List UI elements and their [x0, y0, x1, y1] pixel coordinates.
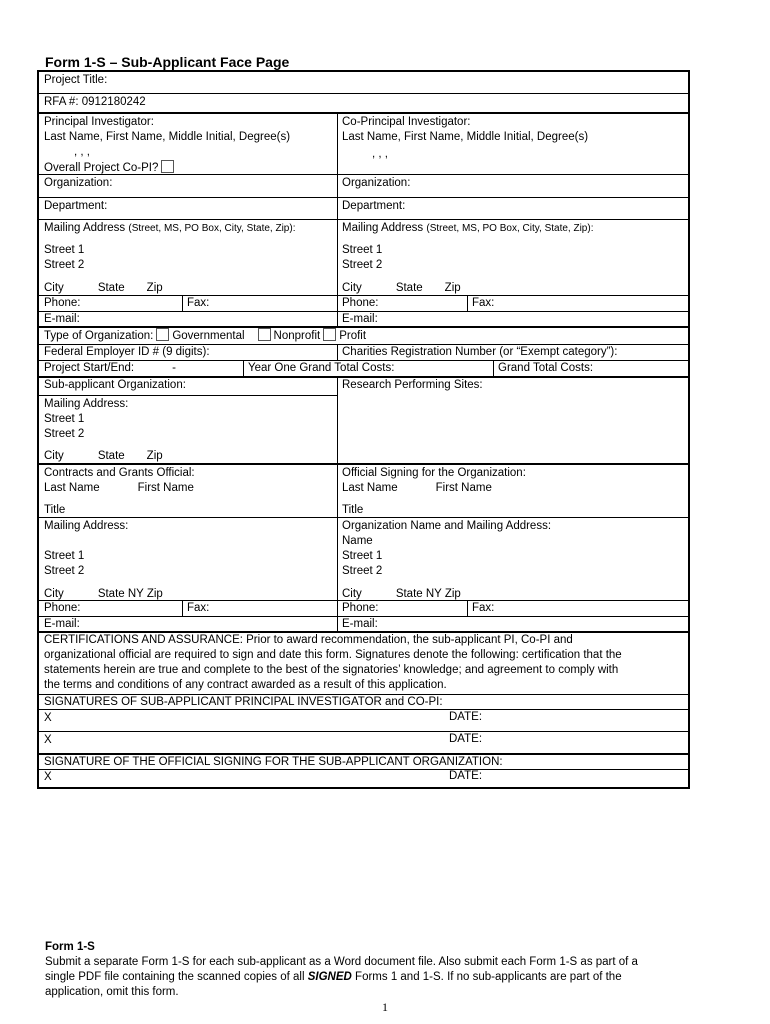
mailing-label: Mailing Address — [44, 222, 126, 234]
street2-label: Street 2 — [342, 565, 383, 577]
year-one-costs-field[interactable] — [243, 361, 493, 376]
city-label: City — [342, 282, 362, 294]
fax-label: Fax: — [187, 602, 210, 614]
copi-fax-field[interactable] — [467, 296, 688, 311]
city-label: City — [44, 450, 64, 462]
pi-name-value: , , , — [74, 146, 90, 158]
pi-fax-field[interactable] — [182, 296, 337, 311]
official-phone-field[interactable] — [39, 601, 182, 616]
footer-instructions — [45, 940, 705, 1000]
email-label: E-mail: — [44, 313, 80, 325]
street2-label: Street 2 — [44, 428, 85, 440]
mailing-hint: (Street, MS, PO Box, City, State, Zip): — [426, 223, 594, 234]
copi-phone-field[interactable] — [337, 296, 467, 311]
pi-name-format: Last Name, First Name, Middle Initial, Degree(s) — [44, 131, 291, 143]
footer-heading: Form 1-S — [45, 941, 95, 953]
phone-label: Phone: — [44, 297, 81, 309]
page-number: 1 — [382, 1000, 388, 1014]
org-type-option-nonprofit: Nonprofit — [273, 330, 321, 342]
face-page-form — [37, 70, 690, 789]
project-title-row[interactable] — [39, 72, 688, 94]
sub-org-row — [39, 378, 688, 465]
fax-label: Fax: — [187, 297, 210, 309]
title-label: Title — [342, 504, 364, 516]
copi-date-label: DATE: — [449, 733, 483, 745]
state-label: State — [97, 450, 125, 462]
officials-row — [39, 465, 688, 518]
mailing-hint: (Street, MS, PO Box, City, State, Zip): — [128, 223, 296, 234]
sig-pi-header-row — [39, 695, 688, 710]
pi-mailing-field[interactable] — [39, 220, 337, 295]
street1-label: Street 1 — [44, 244, 85, 256]
signing-official-label: Official Signing for the Organization: — [342, 467, 526, 479]
sig-pi-header: SIGNATURES OF SUB-APPLICANT PRINCIPAL INVESTIGATOR and CO-PI: — [44, 696, 443, 708]
sub-org-label: Sub-applicant Organization: — [44, 379, 186, 391]
sub-org-mailing-field[interactable] — [39, 396, 337, 463]
fax-label: Fax: — [472, 297, 495, 309]
zip-label: Zip — [444, 588, 461, 600]
mailing-row — [39, 220, 688, 296]
grand-total-label: Grand Total Costs: — [498, 362, 594, 374]
signing-official-fax-field[interactable] — [467, 601, 688, 616]
official-signature-row[interactable] — [39, 770, 688, 789]
signing-official-email-field[interactable] — [337, 617, 688, 631]
copi-cell[interactable] — [337, 114, 688, 174]
governmental-checkbox[interactable] — [156, 328, 169, 341]
copi-label: Co-Principal Investigator: — [342, 116, 471, 128]
sig-official-header: SIGNATURE OF THE OFFICIAL SIGNING FOR THE SUB-APPLICANT ORGANIZATION: — [44, 756, 503, 768]
street2-label: Street 2 — [44, 259, 85, 271]
sub-org-field[interactable] — [39, 378, 337, 396]
footer-line2c: Forms 1 and 1-S. If no sub-applicants are part of the — [351, 971, 622, 983]
year-one-label: Year One Grand Total Costs: — [248, 362, 395, 374]
certifications-row — [39, 633, 688, 695]
fein-field[interactable] — [39, 345, 337, 360]
footer-signed: SIGNED — [307, 971, 352, 983]
contracts-official-field[interactable] — [39, 465, 337, 517]
signing-official-phone-field[interactable] — [337, 601, 467, 616]
form-title: Form 1-S – Sub-Applicant Face Page — [45, 54, 290, 70]
zip-label: Zip — [146, 282, 163, 294]
zip-label: Zip — [444, 282, 461, 294]
project-start-end-label: Project Start/End: — [44, 362, 135, 374]
email-row — [39, 312, 688, 328]
profit-checkbox[interactable] — [323, 328, 336, 341]
pi-date-label: DATE: — [449, 711, 483, 723]
official-email-row — [39, 617, 688, 633]
mailing-address-label: Mailing Address: — [44, 520, 129, 532]
pi-phone-field[interactable] — [39, 296, 182, 311]
signing-official-field[interactable] — [337, 465, 688, 517]
name-label: Name — [342, 535, 373, 547]
fein-label: Federal Employer ID # (9 digits): — [44, 346, 210, 358]
copi-name-format: Last Name, First Name, Middle Initial, Degree(s) — [342, 131, 589, 143]
mailing-label: Mailing Address — [342, 222, 424, 234]
rfa-number: RFA #: 0912180242 — [44, 96, 146, 108]
street1-label: Street 1 — [342, 550, 383, 562]
street1-label: Street 1 — [342, 244, 383, 256]
department-label: Department: — [44, 200, 108, 212]
project-start-end-field[interactable] — [39, 361, 243, 376]
org-name-mailing-label: Organization Name and Mailing Address: — [342, 520, 552, 532]
footer-line3: application, omit this form. — [45, 986, 179, 998]
org-type-option-governmental: Governmental — [172, 330, 245, 342]
pi-organization-field[interactable] — [39, 175, 337, 197]
department-row — [39, 198, 688, 220]
certifications-line: the terms and conditions of any contract awarded as a result of this application. — [44, 679, 447, 691]
org-type-label: Type of Organization: — [44, 330, 154, 342]
pi-signature-row[interactable] — [39, 710, 688, 732]
street1-label: Street 1 — [44, 413, 85, 425]
copi-question: Overall Project Co-PI? — [44, 162, 159, 174]
state-label: State — [97, 282, 125, 294]
sig-official-header-row — [39, 755, 688, 770]
signing-official-mailing-field[interactable] — [337, 518, 688, 600]
street2-label: Street 2 — [342, 259, 383, 271]
research-sites-label: Research Performing Sites: — [342, 379, 483, 391]
grand-total-field[interactable] — [493, 361, 688, 376]
pi-label: Principal Investigator: — [44, 116, 154, 128]
footer-line1: Submit a separate Form 1-S for each sub-applicant as a Word document file. Also submit each Form 1-S as part of a — [45, 956, 638, 968]
organization-row — [39, 175, 688, 198]
official-fax-field[interactable] — [182, 601, 337, 616]
email-label: E-mail: — [342, 618, 378, 630]
rfa-row — [39, 94, 688, 114]
zip-label: Zip — [146, 588, 163, 600]
department-label: Department: — [342, 200, 406, 212]
city-label: City — [44, 588, 64, 600]
certifications-line: CERTIFICATIONS AND ASSURANCE: Prior to award recommendation, the sub-applicant PI, Co-PI and — [44, 634, 573, 646]
state-ny-label: State NY — [395, 588, 442, 600]
email-label: E-mail: — [342, 313, 378, 325]
first-name-label: First Name — [137, 482, 194, 494]
state-ny-label: State NY — [97, 588, 144, 600]
phone-label: Phone: — [342, 602, 379, 614]
pi-email-field[interactable] — [39, 312, 337, 326]
org-type-row — [39, 328, 688, 345]
street1-label: Street 1 — [44, 550, 85, 562]
fax-label: Fax: — [472, 602, 495, 614]
pi-signature-x: X — [44, 712, 52, 724]
city-label: City — [44, 282, 64, 294]
official-signature-x: X — [44, 771, 52, 783]
street2-label: Street 2 — [44, 565, 85, 577]
investigators-row — [39, 114, 688, 175]
footer-line2a: single PDF file containing the scanned copies of all — [45, 971, 308, 983]
charities-label: Charities Registration Number (or “Exempt category”): — [342, 346, 618, 358]
org-type-option-profit: Profit — [339, 330, 367, 342]
state-label: State — [395, 282, 423, 294]
pi-cell[interactable] — [39, 114, 337, 174]
research-sites-field[interactable] — [337, 378, 688, 463]
last-name-label: Last Name — [342, 482, 398, 494]
fein-row — [39, 345, 688, 361]
copi-email-field[interactable] — [337, 312, 688, 326]
copi-mailing-field[interactable] — [337, 220, 688, 295]
contracts-official-label: Contracts and Grants Official: — [44, 467, 195, 479]
email-label: E-mail: — [44, 618, 80, 630]
phone-fax-row — [39, 296, 688, 312]
project-dash: - — [172, 362, 176, 374]
charities-field[interactable] — [337, 345, 688, 360]
copi-department-field[interactable] — [337, 198, 688, 219]
organization-label: Organization: — [44, 177, 113, 189]
copi-name-value: , , , — [372, 148, 388, 160]
city-label: City — [342, 588, 362, 600]
organization-label: Organization: — [342, 177, 411, 189]
certifications-text — [39, 633, 688, 694]
pi-department-field[interactable] — [39, 198, 337, 219]
last-name-label: Last Name — [44, 482, 100, 494]
zip-label: Zip — [146, 450, 163, 462]
project-dates-costs-row — [39, 361, 688, 378]
project-title-label: Project Title: — [44, 74, 108, 86]
nonprofit-checkbox[interactable] — [258, 328, 271, 341]
phone-label: Phone: — [342, 297, 379, 309]
official-phone-fax-row — [39, 601, 688, 617]
mailing-address-label: Mailing Address: — [44, 398, 129, 410]
title-label: Title — [44, 504, 66, 516]
phone-label: Phone: — [44, 602, 81, 614]
copi-signature-row[interactable] — [39, 732, 688, 755]
first-name-label: First Name — [435, 482, 492, 494]
officials-mailing-row — [39, 518, 688, 601]
copi-organization-field[interactable] — [337, 175, 688, 197]
certifications-line: organizational official are required to sign and date this form. Signatures denote the following: certification that the — [44, 649, 622, 661]
certifications-line: statements herein are true and complete to the best of the signatories’ knowledge; and agreement to comply with — [44, 664, 619, 676]
copi-checkbox[interactable] — [161, 160, 174, 173]
official-email-field[interactable] — [39, 617, 337, 631]
official-date-label: DATE: — [449, 770, 483, 782]
copi-signature-x: X — [44, 734, 52, 746]
contracts-official-mailing-field[interactable] — [39, 518, 337, 600]
